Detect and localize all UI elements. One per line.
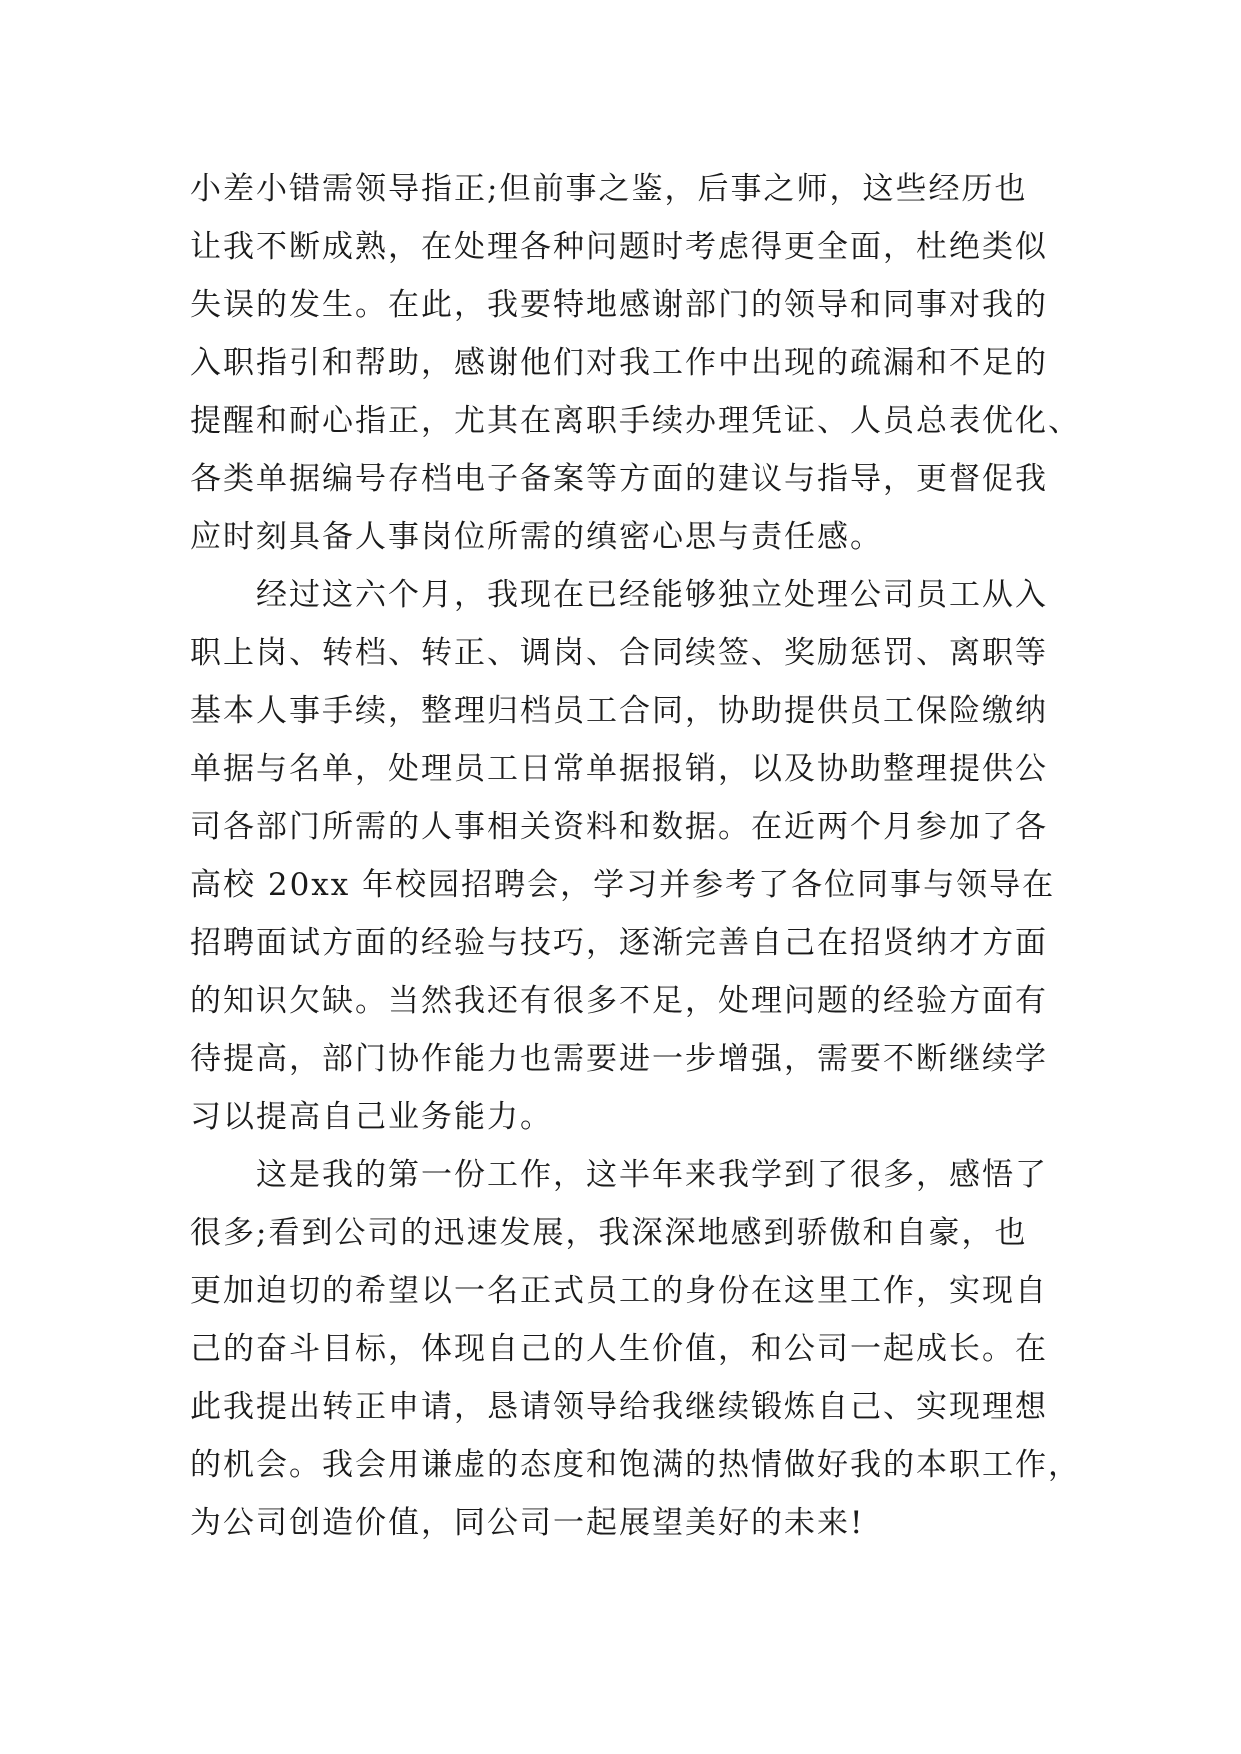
text-line: 失误的发生。在此，我要特地感谢部门的领导和同事对我的 xyxy=(190,287,1048,323)
text-line: 提醒和耐心指正，尤其在离职手续办理凭证、人员总表优化、 xyxy=(190,403,1081,439)
document-body xyxy=(190,160,1081,1552)
text-line: 让我不断成熟，在处理各种问题时考虑得更全面，杜绝类似 xyxy=(190,229,1048,265)
text-line: 职上岗、转档、转正、调岗、合同续签、奖励惩罚、离职等 xyxy=(190,635,1048,671)
text-line: 招聘面试方面的经验与技巧，逐渐完善自己在招贤纳才方面 xyxy=(190,925,1048,961)
text-line: 入职指引和帮助，感谢他们对我工作中出现的疏漏和不足的 xyxy=(190,345,1048,381)
text-line: 司各部门所需的人事相关资料和数据。在近两个月参加了各 xyxy=(190,809,1048,845)
text-line: 习以提高自己业务能力。 xyxy=(190,1099,553,1135)
text-line: 为公司创造价值，同公司一起展望美好的未来! xyxy=(190,1505,865,1541)
text-line: 待提高，部门协作能力也需要进一步增强，需要不断继续学 xyxy=(190,1041,1048,1077)
text-line: 此我提出转正申请，恳请领导给我继续锻炼自己、实现理想 xyxy=(190,1389,1048,1425)
text-line: 的知识欠缺。当然我还有很多不足，处理问题的经验方面有 xyxy=(190,983,1048,1019)
text-line: 高校 20xx 年校园招聘会，学习并参考了各位同事与领导在 xyxy=(190,867,1056,903)
text-line: 单据与名单，处理员工日常单据报销，以及协助整理提供公 xyxy=(190,751,1048,787)
text-line: 己的奋斗目标，体现自己的人生价值，和公司一起成长。在 xyxy=(190,1331,1048,1367)
text-line: 这是我的第一份工作，这半年来我学到了很多，感悟了 xyxy=(190,1157,1048,1193)
text-line: 基本人事手续，整理归档员工合同，协助提供员工保险缴纳 xyxy=(190,693,1048,729)
text-line: 应时刻具备人事岗位所需的缜密心思与责任感。 xyxy=(190,519,883,555)
text-line: 经过这六个月，我现在已经能够独立处理公司员工从入 xyxy=(190,577,1048,613)
text-line: 很多;看到公司的迅速发展，我深深地感到骄傲和自豪，也 xyxy=(190,1215,1028,1251)
text-line: 的机会。我会用谦虚的态度和饱满的热情做好我的本职工作， xyxy=(190,1447,1081,1483)
text-line: 各类单据编号存档电子备案等方面的建议与指导，更督促我 xyxy=(190,461,1048,497)
text-line: 更加迫切的希望以一名正式员工的身份在这里工作，实现自 xyxy=(190,1273,1048,1309)
text-line: 小差小错需领导指正;但前事之鉴，后事之师，这些经历也 xyxy=(190,171,1028,207)
